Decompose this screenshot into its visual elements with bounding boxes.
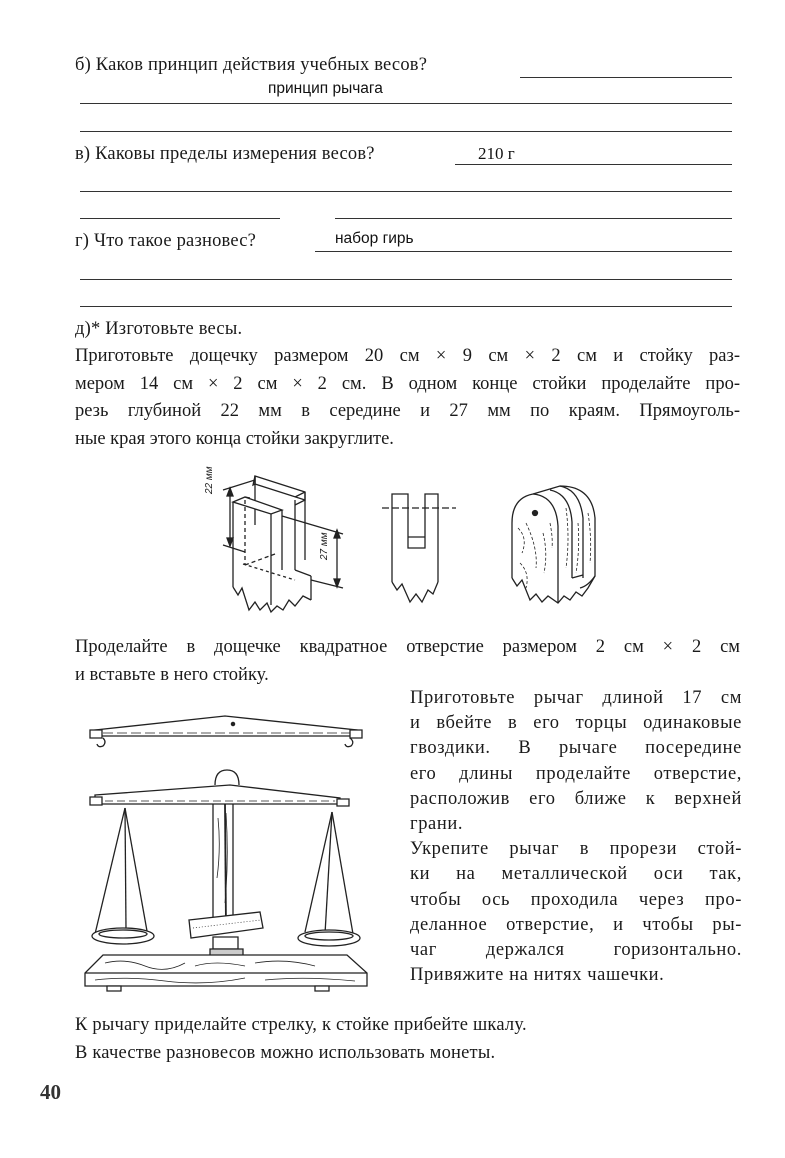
paragraph-line: Укрепите рычаг в прорези стой- <box>410 839 742 860</box>
question-v-label: в) Каковы пределы измерения весов? <box>75 144 375 164</box>
paragraph-line: грани. <box>410 814 464 835</box>
paragraph-line: резь глубиной 22 мм в середине и 27 мм по краям. Прямоуголь- <box>75 401 740 422</box>
dimension-27-label: 27 мм <box>319 532 330 560</box>
paragraph-line: расположив его ближе к верхней <box>410 788 742 809</box>
task-d-paragraph-2 <box>75 634 740 689</box>
paragraph-line: Приготовьте дощечку размером 20 см × 9 см × 2 см и стойку раз- <box>75 346 740 366</box>
answer-line <box>80 191 732 192</box>
paragraph-line: чтобы ось проходила через про- <box>410 889 742 910</box>
answer-line <box>80 103 732 104</box>
paragraph-line: и вбейте в его торцы одинаковые <box>410 713 742 734</box>
post-front-view-figure <box>380 490 460 610</box>
paragraph-line: ки на металлической оси так, <box>410 864 742 885</box>
paragraph-line: и вставьте в него стойку. <box>75 664 269 685</box>
question-v-answer[interactable]: 210 г <box>478 144 515 163</box>
answer-line <box>80 131 732 132</box>
task-d-title: д)* Изготовьте весы. <box>75 319 243 339</box>
closing-line-2: В качестве разновесов можно использовать монеты. <box>75 1043 496 1063</box>
balance-scale-figure <box>85 708 385 998</box>
paragraph-line: Приготовьте рычаг длиной 17 см <box>410 688 742 708</box>
paragraph-line: мером 14 см × 2 см × 2 см. В одном конце стойки проделайте про- <box>75 373 740 394</box>
paragraph-line: его длины проделайте отверстие, <box>410 763 742 784</box>
question-b-answer[interactable]: принцип рычага <box>268 80 383 97</box>
answer-line <box>80 218 280 219</box>
paragraph-line: Привяжите на нитях чашечки. <box>410 965 665 986</box>
page-number: 40 <box>40 1080 61 1104</box>
lever-illustration <box>90 716 362 747</box>
question-b-label: б) Каков принцип действия учебных весов? <box>75 55 428 75</box>
answer-line <box>80 279 732 280</box>
answer-line <box>335 218 732 219</box>
answer-line <box>80 306 732 307</box>
question-g-label: г) Что такое разновес? <box>75 231 257 251</box>
task-d-right-column <box>410 686 742 988</box>
paragraph-line: деланное отверстие, и чтобы ры- <box>410 914 742 935</box>
answer-line <box>520 77 732 78</box>
paragraph-line: гвоздики. В рычаге посередине <box>410 738 742 759</box>
task-d-paragraph-1 <box>75 343 740 453</box>
paragraph-line: чаг держался горизонтально. <box>410 940 742 961</box>
answer-line <box>455 164 732 165</box>
dimension-22-label: 22 мм <box>204 466 215 494</box>
post-rounded-figure <box>508 478 603 613</box>
paragraph-line: Проделайте в дощечке квадратное отверстие размером 2 см × 2 см <box>75 637 740 657</box>
answer-line <box>315 251 732 252</box>
paragraph-line: ные края этого конца стойки закруглите. <box>75 428 394 449</box>
question-g-answer[interactable]: набор гирь <box>335 230 414 247</box>
closing-line-1: К рычагу приделайте стрелку, к стойке прибейте шкалу. <box>75 1015 527 1035</box>
